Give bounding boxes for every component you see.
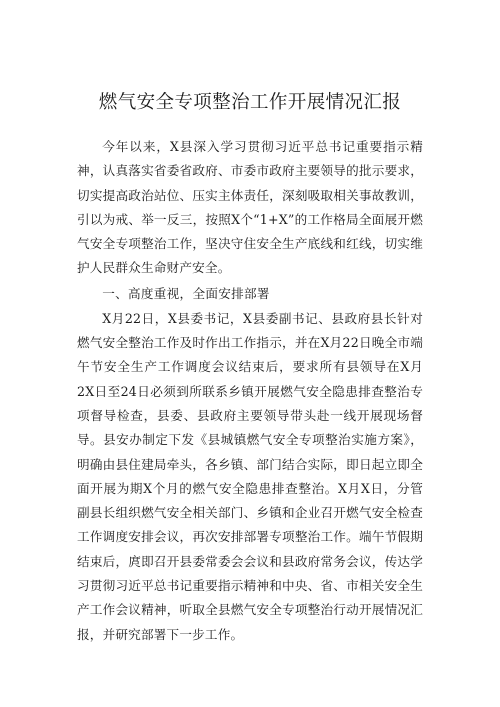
document-body — [77, 135, 423, 647]
section-paragraph: X月22日，X县委书记，X县委副书记、县政府县长针对燃气安全整治工作及时作出工作指示，并在X月22日晚全市端午节安全生产工作调度会议结束后，要求所有县领导在X月2X日至24日必须到所联系乡镇开展燃气安全隐患排查整治专项督导检查，县委、县政府主要领导带头赴一线开展现场督导。县安办制定下发《县城镇燃气安全专项整治实施方案》，明确由县住建局牵头，各乡镇、部门结合实际，即日起立即全面开展为期X个月的燃气安全隐患排查整治。X月X日，分管副县长组织燃气安全相关部门、乡镇和企业召开燃气安全检查工作调度安排会议，再次安排部署专项整治工作。端午节假期结束后，庹即召开县委常委会会议和县政府常务会议，传达学习贯彻习近平总书记重要指示精神和中央、省、市相关安全生产工作会议精神，听取全县燃气安全专项整治行动开展情况汇报，并研究部署下一步工作。 — [77, 310, 423, 642]
section-heading: 一、高度重视，全面安排部署 — [102, 285, 270, 301]
intro-paragraph: 今年以来，X县深入学习贯彻习近平总书记重要指示精神，认真落实省委省政府、市委市政府主要领导的批示要求，切实提高政治站位、压实主体责任，深刻吸取相关事故教训，引以为戒、举一反三，按照X个“1+X”的工作格局全面展开燃气安全专项整治工作，坚决守住安全生产底线和红线，切实维护人民群众生命财产安全。 — [77, 139, 423, 276]
document-title: 燃气安全专项整治工作开展情况汇报 — [98, 92, 402, 113]
